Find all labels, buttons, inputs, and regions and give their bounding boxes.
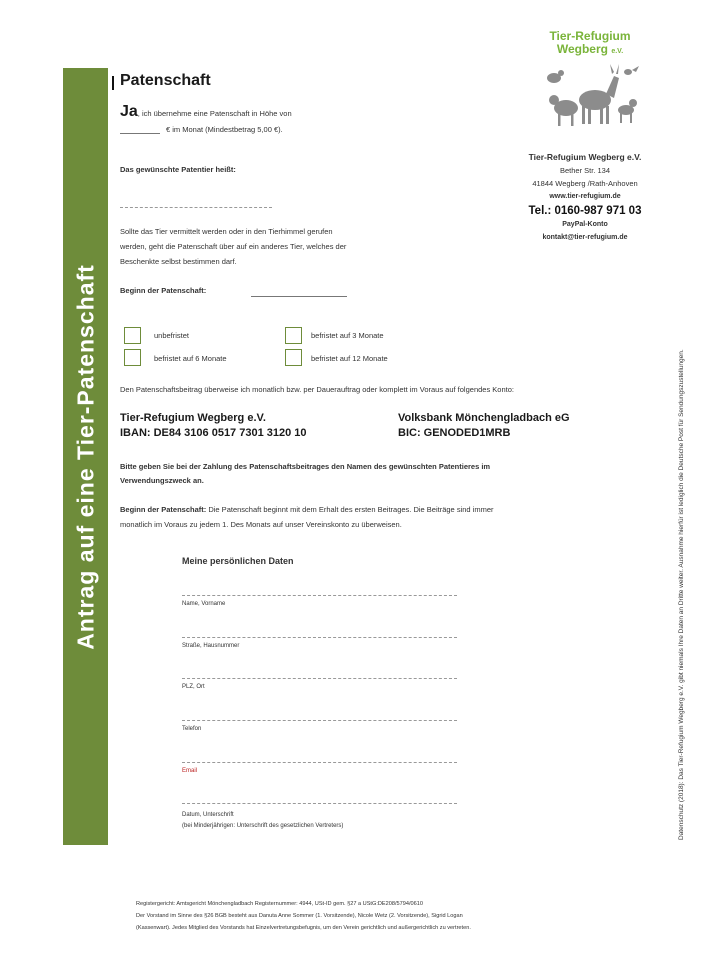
- option-3-months-checkbox[interactable]: [285, 327, 302, 344]
- option-6-months-checkbox[interactable]: [124, 349, 141, 366]
- logo-line1: Tier-Refugium: [549, 29, 631, 43]
- option-unbefristet-label: unbefristet: [154, 331, 190, 340]
- ja-sentence: [120, 103, 292, 121]
- name-input[interactable]: [182, 595, 457, 596]
- org-paypal: PayPal-Konto: [562, 221, 608, 228]
- iban: IBAN: DE84 3106 0517 7301 3120 10: [120, 427, 307, 439]
- begin-paragraph: Beginn der Patenschaft: Die Patenschaft beginnt mit dem Erhalt des ersten Beitrages. Die Beiträge sind immer monatlich im Voraus zu jedem 1. Des Monats auf unser Vereinskonto zu überweisen.: [120, 505, 494, 529]
- option-6-months-label: befristet auf 6 Monate: [154, 354, 227, 363]
- sidebar-banner: [63, 68, 108, 845]
- account-details: [120, 411, 307, 441]
- start-date-label: Beginn der Patenschaft:: [120, 286, 207, 295]
- logo-line2: Wegberg: [556, 42, 608, 56]
- street-label: Straße, Hausnummer: [182, 643, 240, 649]
- animal-silhouettes-icon: [540, 60, 640, 130]
- org-name: Tier-Refugium Wegberg e.V.: [528, 152, 642, 162]
- account-name: Tier-Refugium Wegberg e.V.: [120, 412, 266, 424]
- pet-name-label: Das gewünschte Patentier heißt:: [120, 165, 236, 174]
- name-label: Name, Vorname: [182, 601, 226, 607]
- signature-label: Datum, Unterschrift: [182, 812, 234, 818]
- signature-label-block: [182, 810, 343, 832]
- personal-data-heading: Meine persönlichen Daten: [182, 556, 294, 566]
- ja-text: , ich übernehme eine Patenschaft in Höhe von: [137, 109, 292, 118]
- option-3-months-label: befristet auf 3 Monate: [311, 331, 384, 340]
- zip-city-label: PLZ, Ort: [182, 684, 205, 690]
- email-label: Email: [182, 768, 198, 774]
- payment-note: Bitte geben Sie bei der Zahlung des Patenschaftsbeitrages den Namen des gewünschten Patentieres im Verwendungszweck an.: [120, 462, 491, 485]
- org-city: 41844 Wegberg /Rath-Anhoven: [532, 179, 638, 188]
- privacy-vertical-note: Datenschutz (2018): Das Tier-Refugium Wegberg e.V. gibt niemals Ihre Daten an Dritte weiter. Ausnahme hierfür ist lediglich die Deutsche Post für Sendungszustellungen.: [678, 349, 685, 840]
- page-title: Patenschaft: [120, 72, 211, 89]
- email-input[interactable]: [182, 762, 457, 763]
- pet-name-input[interactable]: [120, 207, 272, 208]
- street-input[interactable]: [182, 637, 457, 638]
- zip-city-input[interactable]: [182, 678, 457, 679]
- sidebar-title: Antrag auf eine Tier-Patenschaft: [72, 263, 98, 650]
- footer-line2: Der Vorstand im Sinne des §26 BGB besteht aus Danuta Anne Sommer (1. Vorsitzende), Nicole Wetz (2. Vorsitzende), Sigrid Logan: [136, 913, 463, 919]
- title-marker: [112, 76, 114, 90]
- phone-label: Telefon: [182, 726, 202, 732]
- transfer-sentence: Den Patenschaftsbeitrag überweise ich monatlich bzw. per Dauerauftrag oder komplett im Voraus auf folgendes Konto:: [120, 385, 514, 394]
- signature-input[interactable]: [182, 803, 457, 804]
- org-contact: [510, 151, 660, 244]
- footer-line3: (Kassenwart). Jedes Mitglied des Vorstands hat Einzelvertretungsbefugnis, um den Verein gerichtlich und außergerichtlich zu vertreten.: [136, 925, 471, 931]
- logo: [540, 30, 640, 58]
- org-email-link[interactable]: kontakt@tier-refugium.de: [542, 234, 628, 241]
- guardian-note: (bei Minderjährigen: Unterschrift des gesetzlichen Vertreters): [182, 823, 344, 829]
- amount-text: € im Monat (Mindestbetrag 5,00 €).: [166, 125, 283, 134]
- bank-name: Volksbank Mönchengladbach eG: [398, 412, 570, 424]
- logo-suffix: e.V.: [611, 48, 624, 55]
- option-12-months-checkbox[interactable]: [285, 349, 302, 366]
- amount-input[interactable]: [120, 133, 160, 134]
- option-12-months-label: befristet auf 12 Monate: [311, 354, 388, 363]
- footer: [136, 898, 471, 934]
- bic: BIC: GENODED1MRB: [398, 427, 511, 439]
- start-date-input[interactable]: [251, 296, 347, 297]
- org-street: Bether Str. 134: [559, 166, 611, 175]
- bank-details: [398, 411, 570, 441]
- option-unbefristet-checkbox[interactable]: [124, 327, 141, 344]
- ja-word: Ja: [120, 103, 138, 120]
- transfer-note: Sollte das Tier vermittelt werden oder in den Tierhimmel gerufen werden, geht die Patenschaft über auf ein anderes Tier, welches der Beschenkte selbst bestimmen darf.: [120, 227, 347, 266]
- org-web-link[interactable]: www.tier-refugium.de: [549, 193, 621, 200]
- footer-line1: Registergericht: Amtsgericht Mönchengladbach Registernummer: 4944, USt-ID gem. §27 a UStG:DE208/5794/0610: [136, 901, 423, 907]
- org-phone: Tel.: 0160-987 971 03: [528, 205, 642, 217]
- begin-bold: Beginn der Patenschaft:: [120, 505, 207, 514]
- phone-input[interactable]: [182, 720, 457, 721]
